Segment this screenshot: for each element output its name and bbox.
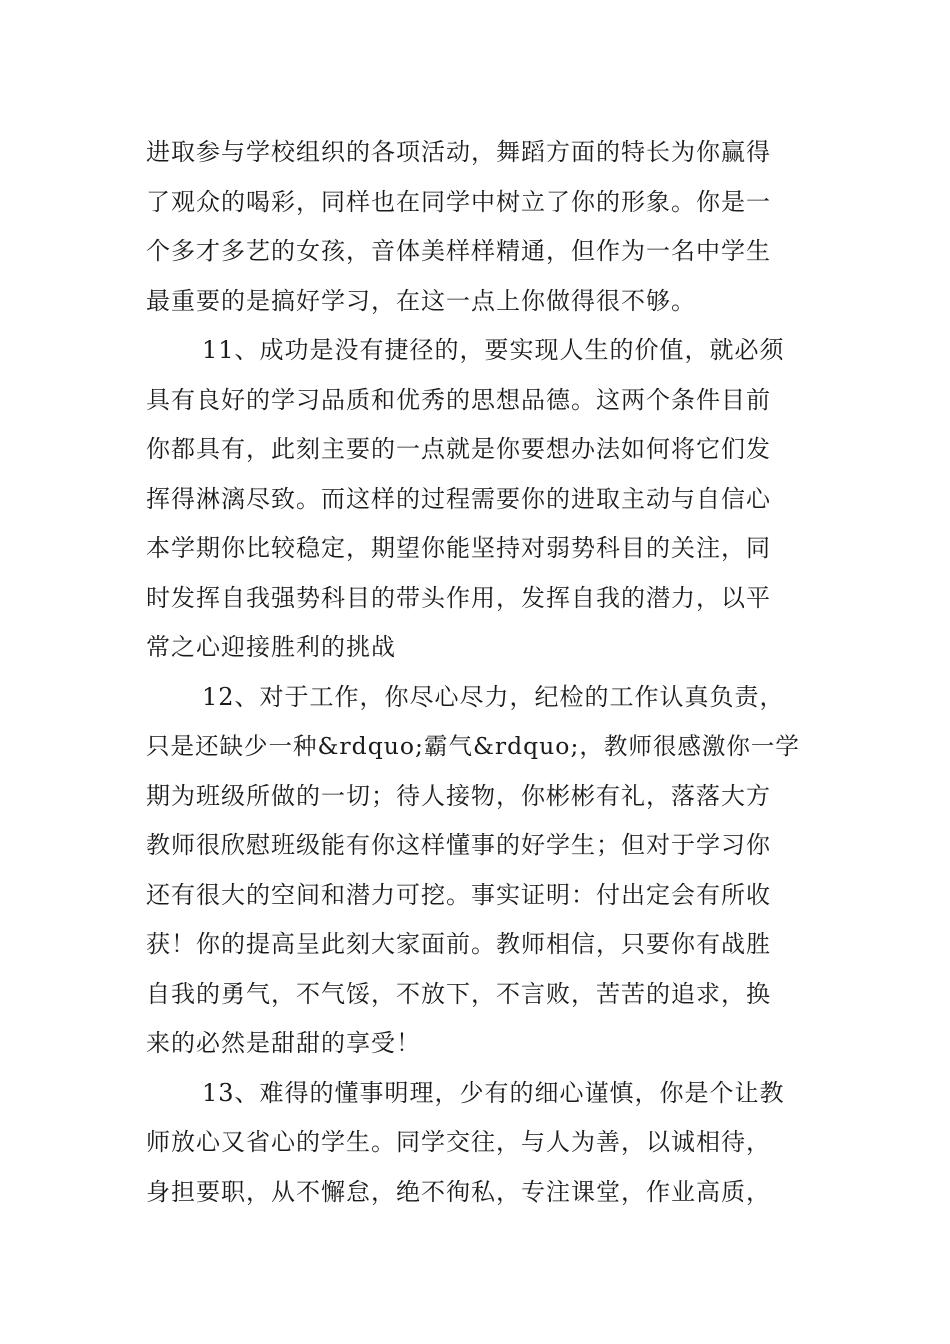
text-line: 来的必然是甜甜的享受！ (146, 1029, 421, 1057)
text-line: 师放心又省心的学生。同学交往，与人为善，以诚相待， (146, 1128, 771, 1156)
text-line: 最重要的是搞好学习，在这一点上你做得很不够。 (146, 286, 696, 315)
text-line: 本学期你比较稳定，期望你能坚持对弱势科目的关注，同 (146, 534, 771, 562)
text-line: 常之心迎接胜利的挑战 (146, 633, 396, 661)
text-line: 12、对于工作，你尽心尽力，纪检的工作认真负责， (202, 682, 785, 711)
text-line: 只是还缺少一种&rdquo;霸气&rdquo;，教师很感激你一学 (146, 732, 800, 760)
text-line: 还有很大的空间和潜力可挖。事实证明：付出定会有所收 (146, 880, 771, 909)
document-body (146, 128, 808, 1217)
text-line: 期为班级所做的一切；待人接物，你彬彬有礼，落落大方 (146, 781, 771, 810)
text-line: 获！你的提高呈此刻大家面前。教师相信，只要你有战胜 (146, 930, 771, 958)
text-line: 自我的勇气，不气馁，不放下，不言败，苦苦的追求，换 (146, 979, 771, 1008)
text-line: 挥得淋漓尽致。而这样的过程需要你的进取主动与自信心 (146, 484, 771, 513)
text-line: 时发挥自我强势科目的带头作用，发挥自我的潜力，以平 (146, 583, 771, 612)
text-line: 进取参与学校组织的各项活动，舞蹈方面的特长为你赢得 (146, 138, 771, 166)
text-line: 身担要职，从不懈怠，绝不徇私，专注课堂，作业高质， (146, 1177, 771, 1206)
text-line: 个多才多艺的女孩，音体美样样精通，但作为一名中学生 (146, 237, 771, 265)
text-line: 具有良好的学习品质和优秀的思想品德。这两个条件目前 (146, 385, 771, 414)
text-line: 了观众的喝彩，同样也在同学中树立了你的形象。你是一 (146, 187, 771, 216)
text-line: 11、成功是没有捷径的，要实现人生的价值，就必须 (202, 336, 785, 364)
text-line: 你都具有，此刻主要的一点就是你要想办法如何将它们发 (146, 435, 771, 463)
text-line: 教师很欣慰班级能有你这样懂事的好学生；但对于学习你 (146, 831, 771, 859)
text-line: 13、难得的懂事明理，少有的细心谨慎，你是个让教 (202, 1078, 785, 1107)
